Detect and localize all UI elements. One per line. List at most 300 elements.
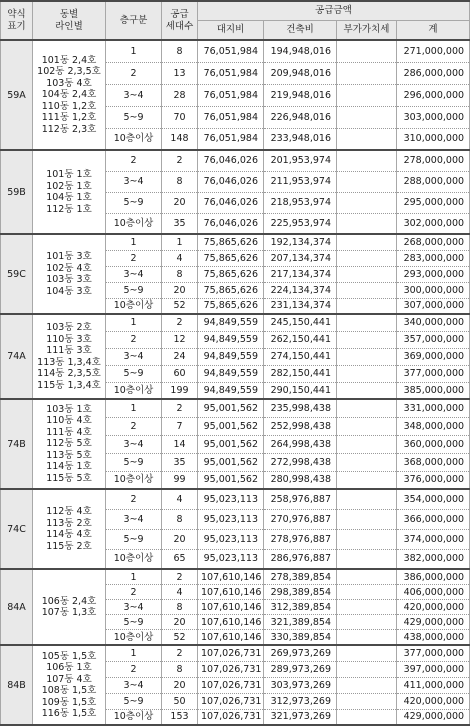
land-cost-cell: 75,865,626 (198, 282, 264, 298)
land-cost-cell: 76,046,026 (198, 150, 264, 171)
total-cell: 386,000,000 (397, 569, 470, 585)
building-line: 102동 1호 (46, 180, 92, 192)
floor-cell: 10층이상 (106, 630, 162, 646)
units-cell: 2 (162, 314, 198, 331)
vat-cell (337, 40, 397, 62)
land-cost-cell: 107,026,731 (198, 645, 264, 661)
units-cell: 8 (162, 171, 198, 192)
vat-cell (337, 150, 397, 171)
building-cost-cell: 298,389,854 (264, 585, 337, 600)
vat-cell (337, 348, 397, 365)
total-cell: 420,000,000 (397, 600, 470, 615)
building-cost-cell: 272,998,438 (264, 453, 337, 471)
land-cost-cell: 94,849,559 (198, 314, 264, 331)
floor-cell: 1 (106, 234, 162, 250)
vat-cell (337, 693, 397, 709)
building-lines-cell (33, 645, 106, 725)
land-cost-cell: 76,051,984 (198, 40, 264, 62)
building-line: 110동 3호 (46, 333, 92, 345)
land-cost-cell: 107,610,146 (198, 600, 264, 615)
building-cost-cell: 217,134,374 (264, 266, 337, 282)
land-cost-cell: 76,046,026 (198, 171, 264, 192)
land-cost-cell: 76,051,984 (198, 62, 264, 84)
building-line: 112동 5호 (46, 438, 92, 450)
building-line: 101동 1호 (46, 169, 92, 180)
units-cell: 20 (162, 529, 198, 549)
vat-cell (337, 585, 397, 600)
land-cost-cell: 107,026,731 (198, 709, 264, 725)
building-cost-cell: 290,150,441 (264, 382, 337, 399)
total-cell: 303,000,000 (397, 106, 470, 128)
units-cell: 199 (162, 382, 198, 399)
land-cost-cell: 107,026,731 (198, 677, 264, 693)
building-lines-cell (33, 569, 106, 645)
land-cost-cell: 107,610,146 (198, 615, 264, 630)
building-lines-cell (33, 489, 106, 569)
floor-cell: 10층이상 (106, 471, 162, 489)
building-line: 112동 2,3호 (41, 123, 97, 135)
building-line: 116동 1,5호 (41, 708, 97, 719)
land-cost-cell: 76,051,984 (198, 128, 264, 150)
vat-cell (337, 615, 397, 630)
building-lines-cell (33, 40, 106, 150)
units-cell: 35 (162, 453, 198, 471)
floor-cell: 10층이상 (106, 709, 162, 725)
land-cost-cell: 95,001,562 (198, 417, 264, 435)
building-line: 102동 4호 (46, 262, 92, 274)
building-line: 103동 2호 (46, 322, 92, 333)
units-cell: 35 (162, 213, 198, 234)
vat-cell (337, 417, 397, 435)
land-cost-cell: 95,023,113 (198, 549, 264, 569)
units-cell: 20 (162, 677, 198, 693)
land-cost-cell: 94,849,559 (198, 382, 264, 399)
building-cost-cell: 211,953,974 (264, 171, 337, 192)
header-building: 건축비 (264, 21, 337, 41)
floor-cell: 2 (106, 62, 162, 84)
units-cell: 70 (162, 106, 198, 128)
land-cost-cell: 107,610,146 (198, 585, 264, 600)
vat-cell (337, 171, 397, 192)
building-cost-cell: 245,150,441 (264, 314, 337, 331)
vat-cell (337, 62, 397, 84)
building-line: 111동 1,2호 (41, 112, 97, 124)
units-cell: 20 (162, 192, 198, 213)
total-cell: 331,000,000 (397, 399, 470, 417)
vat-cell (337, 709, 397, 725)
table-row (1, 234, 470, 250)
vat-cell (337, 106, 397, 128)
building-cost-cell: 303,973,269 (264, 677, 337, 693)
total-cell: 354,000,000 (397, 489, 470, 509)
floor-cell: 10층이상 (106, 213, 162, 234)
total-cell: 296,000,000 (397, 84, 470, 106)
vat-cell (337, 509, 397, 529)
units-cell: 50 (162, 693, 198, 709)
total-cell: 348,000,000 (397, 417, 470, 435)
building-line: 106동 2,4호 (41, 595, 97, 607)
total-cell: 288,000,000 (397, 171, 470, 192)
building-line: 115동 2호 (46, 540, 92, 552)
building-cost-cell: 264,998,438 (264, 435, 337, 453)
building-line: 104동 2,4호 (41, 89, 97, 101)
total-cell: 357,000,000 (397, 331, 470, 348)
floor-cell: 10층이상 (106, 382, 162, 399)
units-cell: 8 (162, 266, 198, 282)
building-line: 106동 1호 (46, 662, 92, 673)
header-floors: 층구분 (106, 1, 162, 40)
vat-cell (337, 661, 397, 677)
land-cost-cell: 76,051,984 (198, 106, 264, 128)
vat-cell (337, 471, 397, 489)
building-cost-cell: 207,134,374 (264, 250, 337, 266)
vat-cell (337, 298, 397, 314)
unit-type-cell: 84B (1, 645, 33, 725)
units-cell: 4 (162, 250, 198, 266)
units-cell: 148 (162, 128, 198, 150)
units-cell: 4 (162, 489, 198, 509)
building-lines-cell (33, 150, 106, 234)
vat-cell (337, 365, 397, 382)
unit-type-cell: 84A (1, 569, 33, 645)
building-line: 114동 2,3,5호 (37, 368, 101, 379)
building-cost-cell: 209,948,016 (264, 62, 337, 84)
vat-cell (337, 549, 397, 569)
header-land: 대지비 (198, 21, 264, 41)
land-cost-cell: 76,046,026 (198, 192, 264, 213)
total-cell: 406,000,000 (397, 585, 470, 600)
vat-cell (337, 213, 397, 234)
unit-type-cell: 74C (1, 489, 33, 569)
vat-cell (337, 677, 397, 693)
total-cell: 382,000,000 (397, 549, 470, 569)
floor-cell: 1 (106, 645, 162, 661)
units-cell: 8 (162, 40, 198, 62)
total-cell: 300,000,000 (397, 282, 470, 298)
building-cost-cell: 219,948,016 (264, 84, 337, 106)
total-cell: 307,000,000 (397, 298, 470, 314)
building-lines-cell (33, 399, 106, 489)
building-cost-cell: 312,389,854 (264, 600, 337, 615)
total-cell: 310,000,000 (397, 128, 470, 150)
table-row (1, 40, 470, 62)
building-cost-cell: 321,973,269 (264, 709, 337, 725)
total-cell: 374,000,000 (397, 529, 470, 549)
units-cell: 20 (162, 282, 198, 298)
floor-cell: 3~4 (106, 677, 162, 693)
header-total: 계 (397, 21, 470, 41)
units-cell: 20 (162, 615, 198, 630)
unit-type-cell: 59B (1, 150, 33, 234)
floor-cell: 5~9 (106, 453, 162, 471)
units-cell: 28 (162, 84, 198, 106)
building-line: 104동 3호 (46, 285, 92, 297)
floor-cell: 3~4 (106, 509, 162, 529)
building-cost-cell: 201,953,974 (264, 150, 337, 171)
building-line: 115동 5호 (46, 472, 92, 484)
table-row (1, 645, 470, 661)
building-cost-cell: 262,150,441 (264, 331, 337, 348)
table-row (1, 569, 470, 585)
total-cell: 295,000,000 (397, 192, 470, 213)
building-cost-cell: 258,976,887 (264, 489, 337, 509)
total-cell: 377,000,000 (397, 365, 470, 382)
floor-cell: 10층이상 (106, 298, 162, 314)
units-cell: 4 (162, 585, 198, 600)
total-cell: 369,000,000 (397, 348, 470, 365)
land-cost-cell: 107,026,731 (198, 693, 264, 709)
units-cell: 8 (162, 509, 198, 529)
total-cell: 293,000,000 (397, 266, 470, 282)
floor-cell: 1 (106, 314, 162, 331)
building-cost-cell: 330,389,854 (264, 630, 337, 646)
building-cost-cell: 192,134,374 (264, 234, 337, 250)
header-supply-amount: 공급금액 (198, 1, 470, 21)
units-cell: 2 (162, 645, 198, 661)
land-cost-cell: 107,610,146 (198, 630, 264, 646)
land-cost-cell: 95,023,113 (198, 509, 264, 529)
units-cell: 13 (162, 62, 198, 84)
land-cost-cell: 75,865,626 (198, 234, 264, 250)
building-cost-cell: 194,948,016 (264, 40, 337, 62)
building-line: 113동 2호 (46, 517, 92, 529)
building-line: 113동 1,3,4호 (37, 356, 101, 368)
floor-cell: 2 (106, 331, 162, 348)
total-cell: 366,000,000 (397, 509, 470, 529)
vat-cell (337, 453, 397, 471)
building-cost-cell: 278,389,854 (264, 569, 337, 585)
units-cell: 12 (162, 331, 198, 348)
land-cost-cell: 95,001,562 (198, 471, 264, 489)
vat-cell (337, 382, 397, 399)
floor-cell: 3~4 (106, 435, 162, 453)
total-cell: 360,000,000 (397, 435, 470, 453)
building-line: 108동 1,5호 (41, 685, 97, 696)
floor-cell: 3~4 (106, 84, 162, 106)
floor-cell: 5~9 (106, 192, 162, 213)
floor-cell: 10층이상 (106, 128, 162, 150)
vat-cell (337, 435, 397, 453)
floor-cell: 5~9 (106, 365, 162, 382)
floor-cell: 2 (106, 489, 162, 509)
total-cell: 368,000,000 (397, 453, 470, 471)
building-cost-cell: 233,948,016 (264, 128, 337, 150)
units-cell: 8 (162, 661, 198, 677)
land-cost-cell: 95,023,113 (198, 489, 264, 509)
header-lines: 동별 라인별 (33, 1, 106, 40)
vat-cell (337, 266, 397, 282)
total-cell: 268,000,000 (397, 234, 470, 250)
building-line: 101동 3호 (46, 251, 92, 262)
building-line: 111동 4호 (46, 426, 92, 438)
floor-cell: 5~9 (106, 106, 162, 128)
land-cost-cell: 75,865,626 (198, 266, 264, 282)
building-line: 114동 4호 (46, 529, 92, 540)
header-vat: 부가가치세 (337, 21, 397, 41)
units-cell: 65 (162, 549, 198, 569)
building-cost-cell: 270,976,887 (264, 509, 337, 529)
vat-cell (337, 84, 397, 106)
units-cell: 99 (162, 471, 198, 489)
units-cell: 2 (162, 569, 198, 585)
building-cost-cell: 231,134,374 (264, 298, 337, 314)
floor-cell: 2 (106, 661, 162, 677)
table-row (1, 399, 470, 417)
total-cell: 429,000,000 (397, 615, 470, 630)
land-cost-cell: 94,849,559 (198, 365, 264, 382)
total-cell: 429,000,000 (397, 709, 470, 725)
total-cell: 420,000,000 (397, 693, 470, 709)
vat-cell (337, 489, 397, 509)
building-lines-cell (33, 314, 106, 399)
total-cell: 376,000,000 (397, 471, 470, 489)
units-cell: 7 (162, 417, 198, 435)
total-cell: 438,000,000 (397, 630, 470, 646)
table-row (1, 150, 470, 171)
unit-type-cell: 74B (1, 399, 33, 489)
vat-cell (337, 399, 397, 417)
unit-type-cell: 59C (1, 234, 33, 314)
building-line: 114동 1호 (46, 461, 92, 473)
total-cell: 271,000,000 (397, 40, 470, 62)
vat-cell (337, 282, 397, 298)
building-cost-cell: 269,973,269 (264, 645, 337, 661)
floor-cell: 1 (106, 569, 162, 585)
land-cost-cell: 95,001,562 (198, 453, 264, 471)
header-units: 공급 세대수 (162, 1, 198, 40)
building-line: 104동 1호 (46, 192, 92, 203)
building-line: 105동 1,5호 (41, 650, 97, 662)
vat-cell (337, 250, 397, 266)
building-cost-cell: 289,973,269 (264, 661, 337, 677)
floor-cell: 3~4 (106, 266, 162, 282)
floor-cell: 3~4 (106, 348, 162, 365)
building-cost-cell: 226,948,016 (264, 106, 337, 128)
building-cost-cell: 225,953,974 (264, 213, 337, 234)
vat-cell (337, 569, 397, 585)
vat-cell (337, 234, 397, 250)
land-cost-cell: 95,023,113 (198, 529, 264, 549)
building-line: 115동 1,3,4호 (37, 379, 101, 391)
floor-cell: 2 (106, 417, 162, 435)
building-cost-cell: 321,389,854 (264, 615, 337, 630)
land-cost-cell: 75,865,626 (198, 250, 264, 266)
land-cost-cell: 75,865,626 (198, 298, 264, 314)
building-cost-cell: 252,998,438 (264, 417, 337, 435)
total-cell: 397,000,000 (397, 661, 470, 677)
floor-cell: 5~9 (106, 282, 162, 298)
units-cell: 2 (162, 399, 198, 417)
header-row-top (1, 1, 470, 21)
land-cost-cell: 76,046,026 (198, 213, 264, 234)
building-cost-cell: 282,150,441 (264, 365, 337, 382)
total-cell: 385,000,000 (397, 382, 470, 399)
land-cost-cell: 94,849,559 (198, 348, 264, 365)
building-cost-cell: 286,976,887 (264, 549, 337, 569)
building-line: 103동 4호 (46, 77, 92, 89)
building-cost-cell: 312,973,269 (264, 693, 337, 709)
units-cell: 1 (162, 234, 198, 250)
vat-cell (337, 600, 397, 615)
total-cell: 377,000,000 (397, 645, 470, 661)
building-line: 103동 1호 (46, 403, 92, 415)
total-cell: 340,000,000 (397, 314, 470, 331)
land-cost-cell: 95,001,562 (198, 399, 264, 417)
total-cell: 278,000,000 (397, 150, 470, 171)
building-line: 111동 3호 (46, 345, 92, 356)
building-line: 102동 2,3,5호 (37, 66, 101, 78)
total-cell: 286,000,000 (397, 62, 470, 84)
building-line: 101동 2,4호 (41, 54, 97, 66)
land-cost-cell: 107,610,146 (198, 569, 264, 585)
building-lines-cell (33, 234, 106, 314)
total-cell: 302,000,000 (397, 213, 470, 234)
building-line: 107동 1,3호 (41, 607, 97, 618)
units-cell: 52 (162, 298, 198, 314)
floor-cell: 10층이상 (106, 549, 162, 569)
vat-cell (337, 529, 397, 549)
units-cell: 60 (162, 365, 198, 382)
floor-cell: 5~9 (106, 615, 162, 630)
vat-cell (337, 331, 397, 348)
vat-cell (337, 630, 397, 646)
total-cell: 283,000,000 (397, 250, 470, 266)
unit-type-cell: 59A (1, 40, 33, 150)
units-cell: 14 (162, 435, 198, 453)
building-cost-cell: 224,134,374 (264, 282, 337, 298)
units-cell: 52 (162, 630, 198, 646)
building-cost-cell: 274,150,441 (264, 348, 337, 365)
floor-cell: 3~4 (106, 171, 162, 192)
floor-cell: 2 (106, 250, 162, 266)
table-row (1, 489, 470, 509)
units-cell: 2 (162, 150, 198, 171)
building-line: 112동 4호 (46, 506, 92, 517)
land-cost-cell: 95,001,562 (198, 435, 264, 453)
units-cell: 153 (162, 709, 198, 725)
unit-type-cell: 74A (1, 314, 33, 399)
building-line: 109동 1,5호 (41, 696, 97, 708)
floor-cell: 5~9 (106, 693, 162, 709)
price-table-body (1, 40, 470, 725)
total-cell: 411,000,000 (397, 677, 470, 693)
building-line: 107동 4호 (46, 673, 92, 685)
building-line: 110동 4호 (46, 415, 92, 427)
building-line: 110동 1,2호 (41, 100, 97, 112)
land-cost-cell: 107,026,731 (198, 661, 264, 677)
floor-cell: 1 (106, 40, 162, 62)
floor-cell: 3~4 (106, 600, 162, 615)
header-type: 약식 표기 (1, 1, 33, 40)
floor-cell: 5~9 (106, 529, 162, 549)
floor-cell: 2 (106, 150, 162, 171)
building-cost-cell: 235,998,438 (264, 399, 337, 417)
building-cost-cell: 280,998,438 (264, 471, 337, 489)
building-line: 113동 5호 (46, 449, 92, 461)
units-cell: 24 (162, 348, 198, 365)
land-cost-cell: 76,051,984 (198, 84, 264, 106)
units-cell: 8 (162, 600, 198, 615)
building-line: 112동 1호 (46, 203, 92, 215)
vat-cell (337, 128, 397, 150)
vat-cell (337, 314, 397, 331)
floor-cell: 2 (106, 585, 162, 600)
building-cost-cell: 218,953,974 (264, 192, 337, 213)
table-row (1, 314, 470, 331)
building-cost-cell: 278,976,887 (264, 529, 337, 549)
land-cost-cell: 94,849,559 (198, 331, 264, 348)
vat-cell (337, 192, 397, 213)
